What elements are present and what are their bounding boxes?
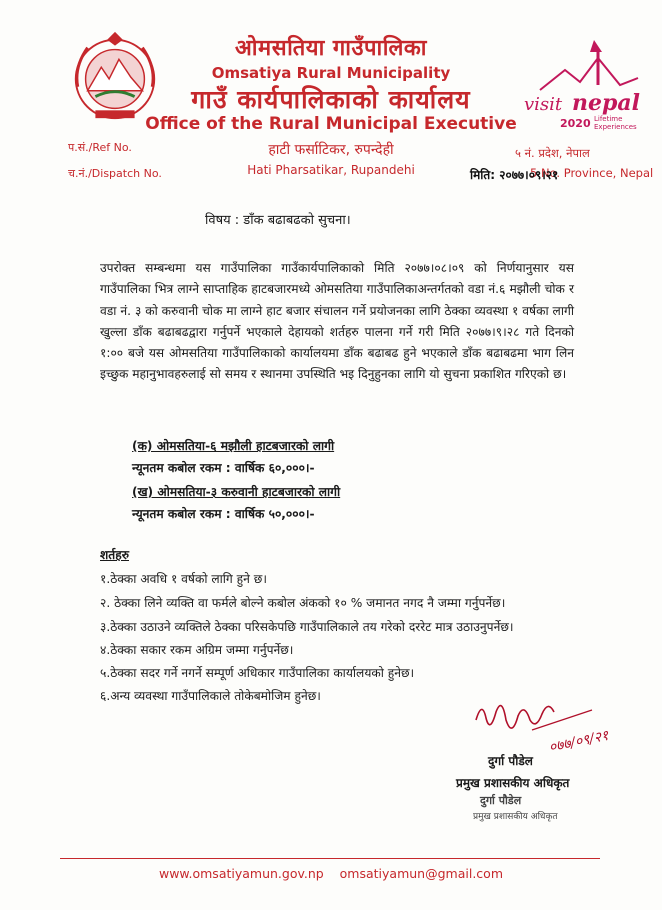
municipality-name-np: ओमसतिया गाउँपालिका xyxy=(235,36,427,61)
nepal-text: nepal xyxy=(572,90,640,116)
ref-no-label: प.सं./Ref No. xyxy=(68,141,132,154)
website-link[interactable]: www.omsatiyamun.gov.np xyxy=(158,866,324,881)
subject-line: विषय : डाँक बढाबढको सुचना। xyxy=(205,213,351,228)
term-item: ४.ठेक्का सकार रकम अग्रिम जम्मा गर्नुपर्नेछ। xyxy=(100,643,294,657)
term-item: २. ठेक्का लिने व्यक्ति वा फर्मले बोल्ने कबोल अंकको १० % जमानत नगद नै जम्मा गर्नुपर्नेछ। xyxy=(100,596,506,610)
term-item: ६.अन्य व्यवस्था गाउँपालिकाले तोकेबमोजिम हुनेछ। xyxy=(100,689,321,703)
footer-contact xyxy=(0,866,662,881)
province-np: ५ नं. प्रदेश, नेपाल xyxy=(515,146,590,160)
item-a-title: (क) ओमसतिया-६ मझौली हाटबजारको लागी xyxy=(132,439,335,453)
signatory-title: प्रमुख प्रशासकीय अधिकृत xyxy=(456,776,570,790)
footer-divider xyxy=(60,858,600,859)
signatory-name: दुर्गा पौडेल xyxy=(488,754,533,768)
stamp-title: प्रमुख प्रशासकीय अधिकृत xyxy=(473,812,558,822)
item-b-title: (ख) ओमसतिया-३ करुवानी हाटबजारको लागी xyxy=(132,485,341,499)
item-b-amount: न्यूनतम कबोल रकम : वार्षिक ५०,०००।- xyxy=(132,507,315,521)
handwritten-date: ०७७/०९/२१ xyxy=(547,727,610,756)
tagline-2: Experiences xyxy=(594,123,637,131)
municipality-name-en: Omsatiya Rural Municipality xyxy=(211,64,451,82)
term-item: ३.ठेक्का उठाउने व्यक्तिले ठेक्का परिसकेपछि गाउँपालिकाले तय गरेको दररेट मात्र उठाउनुपर्नेछ। xyxy=(100,620,514,634)
office-name-en: Office of the Rural Municipal Executive xyxy=(145,114,517,134)
email-link[interactable]: omsatiyamun@gmail.com xyxy=(339,866,503,881)
address-en: Hati Pharsatikar, Rupandehi xyxy=(247,163,415,177)
body-paragraph: उपरोक्त सम्बन्धमा यस गाउँपालिका गाउँकार्यपालिकाको मिति २०७७।०८।०९ को निर्णयानुसार यस गाउँपालिका भित्र लाग्ने साप्ताहिक हाटबजारमध्ये ओमसतिया गाउँपालिकाअन्तर्गतको वडा नं.६ मझौली चोक र वडा नं. ३ को करुवानी चोक मा लाग्ने हाट बजार संचालन गर्ने प्रयोजनका लागि ठेक्का व्यवस्था १ वर्षका लागी खुल्ला डाँक बढाबढद्वारा गर्नुपर्ने भएकाले देहायको शर्तहरु पालना गर्ने गरी मिति २०७७।९।२८ गते दिनको १:०० बजे यस ओमसतिया गाउँपालिकाको कार्यालयमा डाँक बढाबढ हुने भएकाले डाँक बढाबढमा भाग लिन इच्छुक महानुभावहरुलाई सो समय र स्थानमा उपस्थिति भइ दिनुहुनका लागि यो सुचना प्रकाशित गरिएको छ। xyxy=(100,261,574,382)
province-en: 5 No. Province, Nepal xyxy=(530,166,654,180)
address-np: हाटी फर्साटिकर, रुपन्देही xyxy=(268,142,394,158)
term-item: १.ठेक्का अवधि १ वर्षको लागि हुने छ। xyxy=(100,572,267,586)
stamp-name: दुर्गा पौडेल xyxy=(480,794,522,807)
visit-text: visit xyxy=(524,94,563,115)
letter-date: मिति: २०७७।०९।२१ xyxy=(470,168,559,182)
item-a-amount: न्यूनतम कबोल रकम : वार्षिक ६०,०००।- xyxy=(132,461,315,475)
term-item: ५.ठेक्का सदर गर्ने नगर्ने सम्पूर्ण अधिकार गाउँपालिका कार्यालयको हुनेछ। xyxy=(100,666,415,680)
year-text: 2020 xyxy=(560,117,591,130)
tagline-1: Lifetime xyxy=(594,115,623,123)
office-name-np: गाउँ कार्यपालिकाको कार्यालय xyxy=(191,85,471,114)
terms-heading: शर्तहरु xyxy=(100,548,129,562)
dispatch-no-label: च.नं./Dispatch No. xyxy=(68,167,162,180)
